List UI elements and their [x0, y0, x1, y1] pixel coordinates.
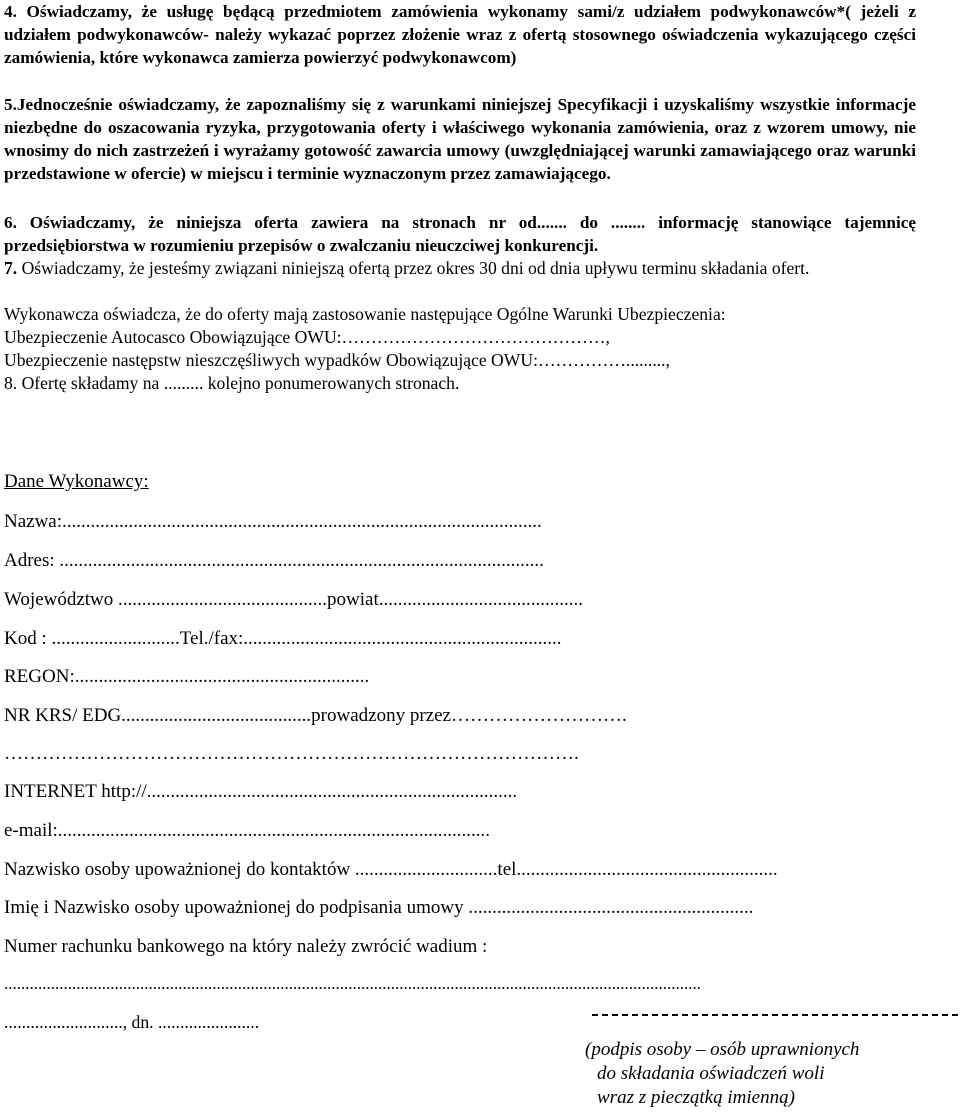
field-kod-tel: Kod : ...........................Tel./fax:...................................................................	[4, 628, 562, 649]
field-internet: INTERNET http://..............................................................................	[4, 781, 518, 802]
insurance-nnw: Ubezpieczenie następstw nieszczęśliwych wypadków Obowiązujące OWU:…………….........,	[4, 350, 670, 370]
insurance-autocasco: Ubezpieczenie Autocasco Obowiązujące OWU:………………………………………,	[4, 327, 610, 347]
section-6-text: 6. Oświadczamy, że niniejsza oferta zawiera na stronach nr od....... do ........ informację stanowiące tajemnicę przedsiębiorstwa w rozumieniu przepisów o zwalczaniu nieuczciwej konkurencji.	[4, 213, 916, 255]
field-signatory: Imię i Nazwisko osoby upoważnionej do podpisania umowy ............................................................	[4, 897, 754, 918]
signature-caption-line-1: (podpis osoby – osób uprawnionych	[585, 1039, 860, 1060]
field-bank-account-line: ....................................................................................................................................................................	[4, 974, 701, 993]
section-5-paragraph	[4, 93, 916, 185]
signature-caption-line-3: wraz z pieczątką imienną)	[597, 1087, 795, 1108]
signature-caption-line-2: do składania oświadczeń woli	[597, 1063, 825, 1084]
field-bank-account-label: Numer rachunku bankowego na który należy zwrócić wadium :	[4, 936, 488, 957]
field-regon: REGON:..............................................................	[4, 666, 370, 687]
field-krs-continued: ……………………………………………………………………………….	[4, 743, 579, 764]
contractor-heading: Dane Wykonawcy:	[4, 471, 149, 492]
section-8-text: 8. Ofertę składamy na ......... kolejno ponumerowanych stronach.	[4, 373, 460, 393]
section-6-paragraph	[4, 211, 916, 257]
section-7-paragraph	[4, 257, 916, 280]
date-place-line: ..........................., dn. .......................	[4, 1012, 260, 1032]
signature-caption	[585, 1038, 859, 1110]
insurance-block	[4, 303, 916, 395]
section-7-text: Oświadczamy, że jesteśmy związani niniejszą ofertą przez okres 30 dni od dnia upływu terminu składania ofert.	[17, 258, 810, 278]
field-krs: NR KRS/ EDG........................................prowadzony przez……………………….	[4, 705, 627, 726]
section-4-paragraph	[4, 0, 916, 69]
field-adres: Adres: ......................................................................................................	[4, 550, 544, 571]
section-5-text: 5.Jednocześnie oświadczamy, że zapoznaliśmy się z warunkami niniejszej Specyfikacji i uzyskaliśmy wszystkie informacje niezbędne do oszacowania ryzyka, przygotowania oferty i właściwego wykonania zamówienia, oraz z wzorem umowy, nie wnosimy do nich zastrzeżeń i wyrażamy gotowość zawarcia umowy (uwzględniającej warunki zamawiającego oraz warunki przedstawione w ofercie) w miejscu i terminie wyznaczonym przez zamawiającego.	[4, 95, 916, 183]
field-nazwa: Nazwa:.....................................................................................................	[4, 511, 542, 532]
field-wojewodztwo: Województwo ............................................powiat...........................................	[4, 589, 583, 610]
field-email: e-mail:...........................................................................................	[4, 820, 491, 841]
signature-line	[592, 1014, 958, 1016]
field-contact-person: Nazwisko osoby upoważnionej do kontaktów ..............................tel.......................................................	[4, 859, 778, 880]
section-7-number: 7.	[4, 258, 18, 278]
insurance-intro: Wykonawcza oświadcza, że do oferty mają zastosowanie następujące Ogólne Warunki Ubezpieczenia:	[4, 304, 726, 324]
section-4-text: 4. Oświadczamy, że usługę będącą przedmiotem zamówienia wykonamy sami/z udziałem podwykonawców*( jeżeli z udziałem podwykonawców- należy wykazać poprzez złożenie wraz z ofertą stosownego oświadczenia wykazującego części zamówienia, które wykonawca zamierza powierzyć podwykonawcom)	[4, 2, 916, 67]
